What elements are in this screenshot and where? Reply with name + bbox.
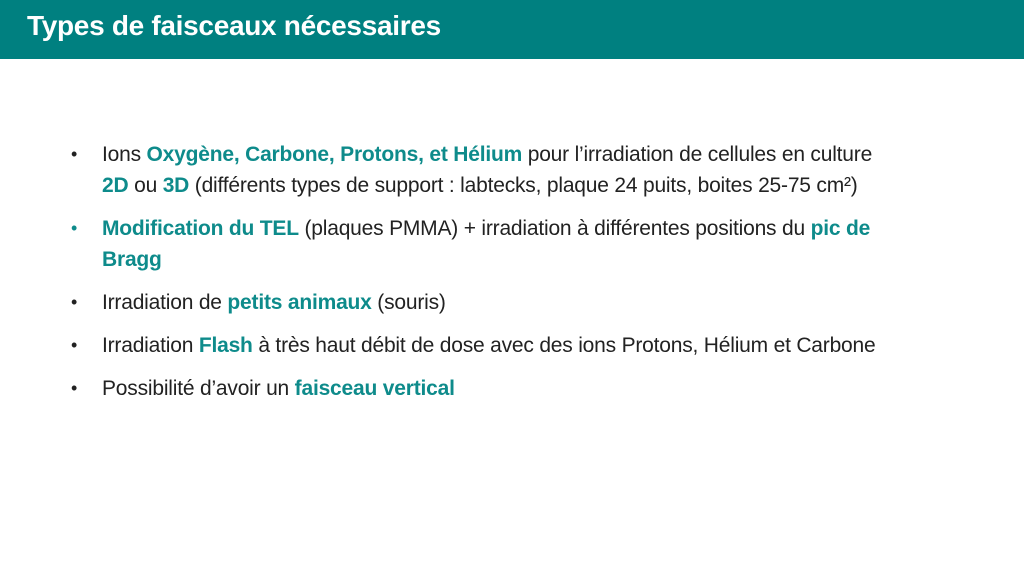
bullet-text: (différents types de support : labtecks, plaque 24 puits, boites 25-75 cm²) [189, 174, 858, 197]
bullet-text: ou [128, 174, 163, 197]
bullet-text: Ions [102, 143, 147, 166]
highlighted-text: 2D [102, 174, 129, 197]
bullet-marker: • [71, 335, 78, 355]
bullet-list [71, 139, 901, 416]
bullet-text: Irradiation [102, 334, 199, 357]
highlighted-text: Modification du TEL [102, 217, 299, 240]
bullet-text: (plaques PMMA) + irradiation à différentes positions du [298, 217, 811, 240]
bullet-marker: • [71, 292, 78, 312]
bullet-text: Irradiation de [102, 291, 228, 314]
bullet-marker: • [71, 144, 78, 164]
highlighted-text: 3D [162, 174, 190, 197]
highlighted-text: pic de Bragg [102, 217, 871, 271]
bullet-text: Possibilité d’avoir un [102, 377, 295, 400]
bullet-text: pour l’irradiation de cellules en culture [522, 143, 873, 166]
title-bar [0, 0, 1024, 59]
bullet-item [71, 330, 901, 361]
bullet-item [71, 373, 901, 404]
highlighted-text: faisceau vertical [294, 377, 455, 400]
bullet-item [71, 287, 901, 318]
bullet-marker: • [71, 218, 78, 238]
highlighted-text: Oxygène, Carbone, Protons, et Hélium [146, 143, 523, 166]
bullet-text: à très haut débit de dose avec des ions Protons, Hélium et Carbone [252, 334, 876, 357]
slide-title: Types de faisceaux nécessaires [27, 10, 441, 41]
highlighted-text: petits animaux [227, 291, 372, 314]
bullet-text: (souris) [371, 291, 446, 314]
highlighted-text: Flash [198, 334, 253, 357]
bullet-item [71, 139, 901, 201]
bullet-marker: • [71, 378, 78, 398]
bullet-item [71, 213, 901, 275]
